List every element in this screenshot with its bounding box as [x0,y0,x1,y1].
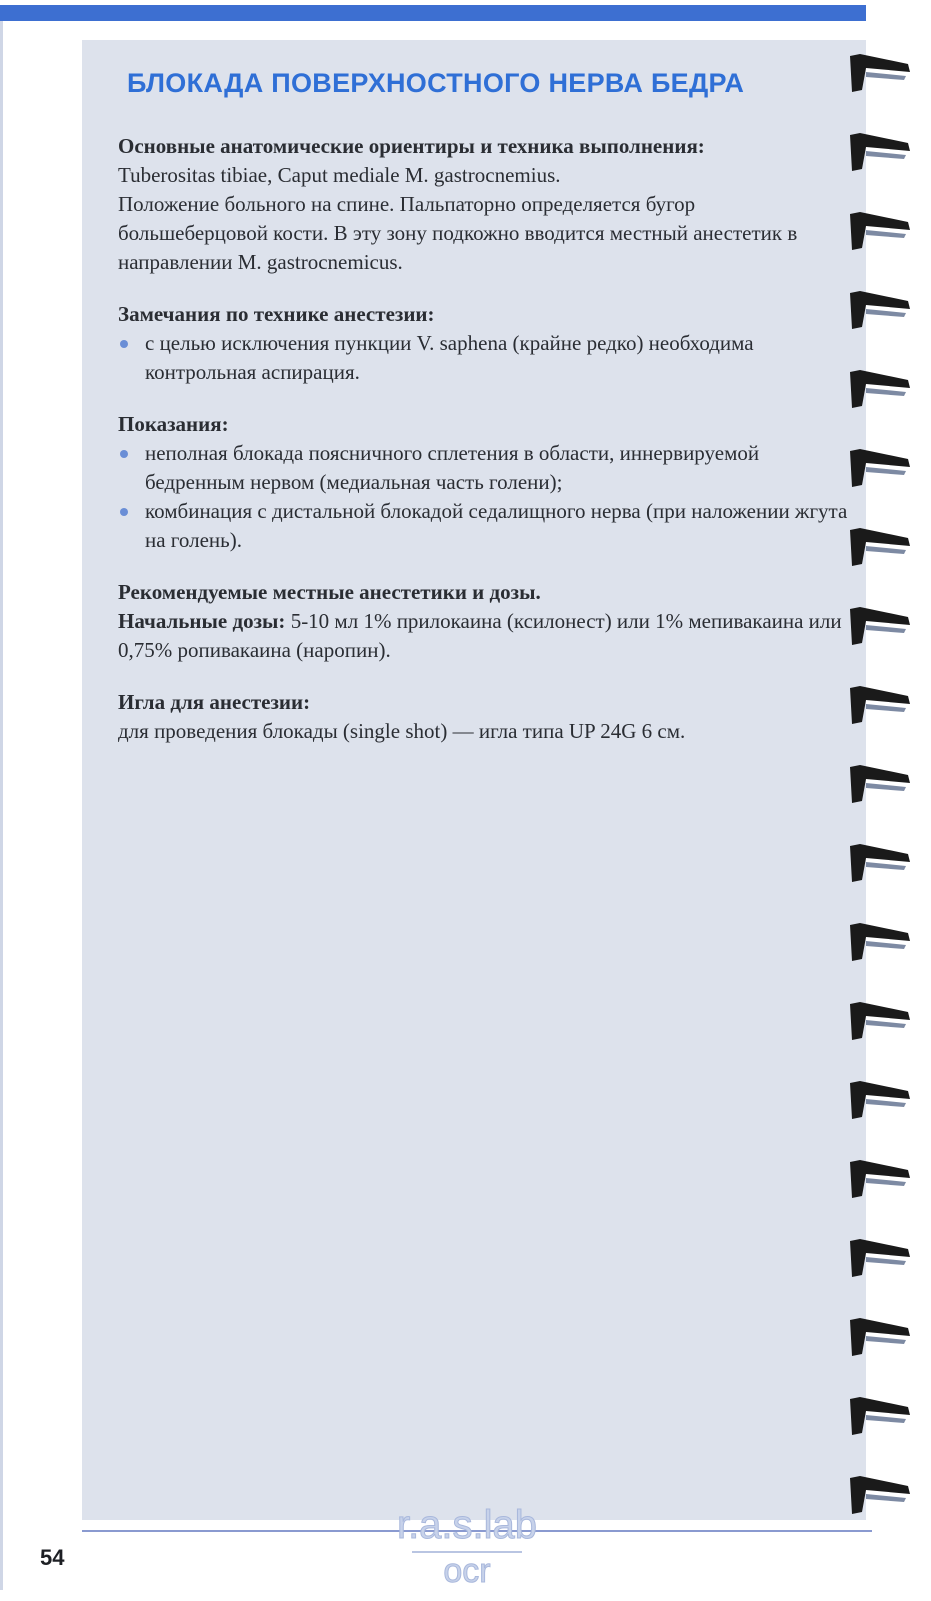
binding-ring [846,1472,914,1518]
watermark-line2: ocr [443,1552,491,1590]
binding-ring [846,603,914,649]
section-title: Показания: [118,412,229,436]
paragraph: для проведения блокады (single shot) — игла типа UP 24G 6 см. [118,719,686,743]
binding-ring [846,445,914,491]
section-title: Основные анатомические ориентиры и техника выполнения: [118,134,705,158]
top-color-bar [0,5,866,21]
binding-ring [846,208,914,254]
binding-ring [846,761,914,807]
section-landmarks [118,132,848,277]
binding-ring [846,524,914,570]
paragraph: Положение больного на спине. Пальпаторно определяется бугор большеберцовой кости. В эту зону подкожно вводится местный анестетик в направлении M. gastrocnemicus. [118,192,798,274]
page-number: 54 [40,1545,65,1570]
bullet-list [118,329,848,387]
section-title: Рекомендуемые местные анестетики и дозы. [118,580,541,604]
paragraph: Tuberositas tibiae, Caput mediale M. gastrocnemius. [118,163,561,187]
dose-label: Начальные дозы: [118,609,286,633]
watermark-logo [372,1490,562,1590]
binding-ring [846,366,914,412]
watermark-line1: r.a.s.lab [396,1503,538,1547]
list-item: неполная блокада поясничного сплетения в области, иннервируемой бедренным нервом (медиальная часть голени); [118,439,848,497]
binding-ring [846,1077,914,1123]
list-item: комбинация с дистальной блокадой седалищного нерва (при наложении жгута на голень). [118,497,848,555]
section-title: Замечания по технике анестезии: [118,302,435,326]
binding-ring [846,919,914,965]
binding-ring [846,1235,914,1281]
section-anesthetics [118,578,848,665]
binding-ring [846,1314,914,1360]
list-item: с целью исключения пункции V. saphena (крайне редко) необходима контрольная аспирация. [118,329,848,387]
binding-ring [846,998,914,1044]
binding-ring [846,1393,914,1439]
binding-ring [846,840,914,886]
bullet-list [118,439,848,555]
section-title: Игла для анестезии: [118,690,311,714]
binding-ring [846,287,914,333]
section-indications [118,410,848,555]
binding-ring [846,682,914,728]
binding-ring [846,129,914,175]
binding-ring [846,1156,914,1202]
binding-ring [846,50,914,96]
page-content [118,132,848,769]
page-left-edge [0,20,3,1590]
dose-text: 5-10 мл 1% прилокаина (ксилонест) или 1% мепивакаина или 0,75% ропивакаина (наропин). [118,609,842,662]
section-remarks [118,300,848,387]
section-needle [118,688,848,746]
spiral-binding [846,30,916,1540]
page-title: БЛОКАДА ПОВЕРХНОСТНОГО НЕРВА БЕДРА [127,68,745,98]
paragraph [118,607,848,665]
